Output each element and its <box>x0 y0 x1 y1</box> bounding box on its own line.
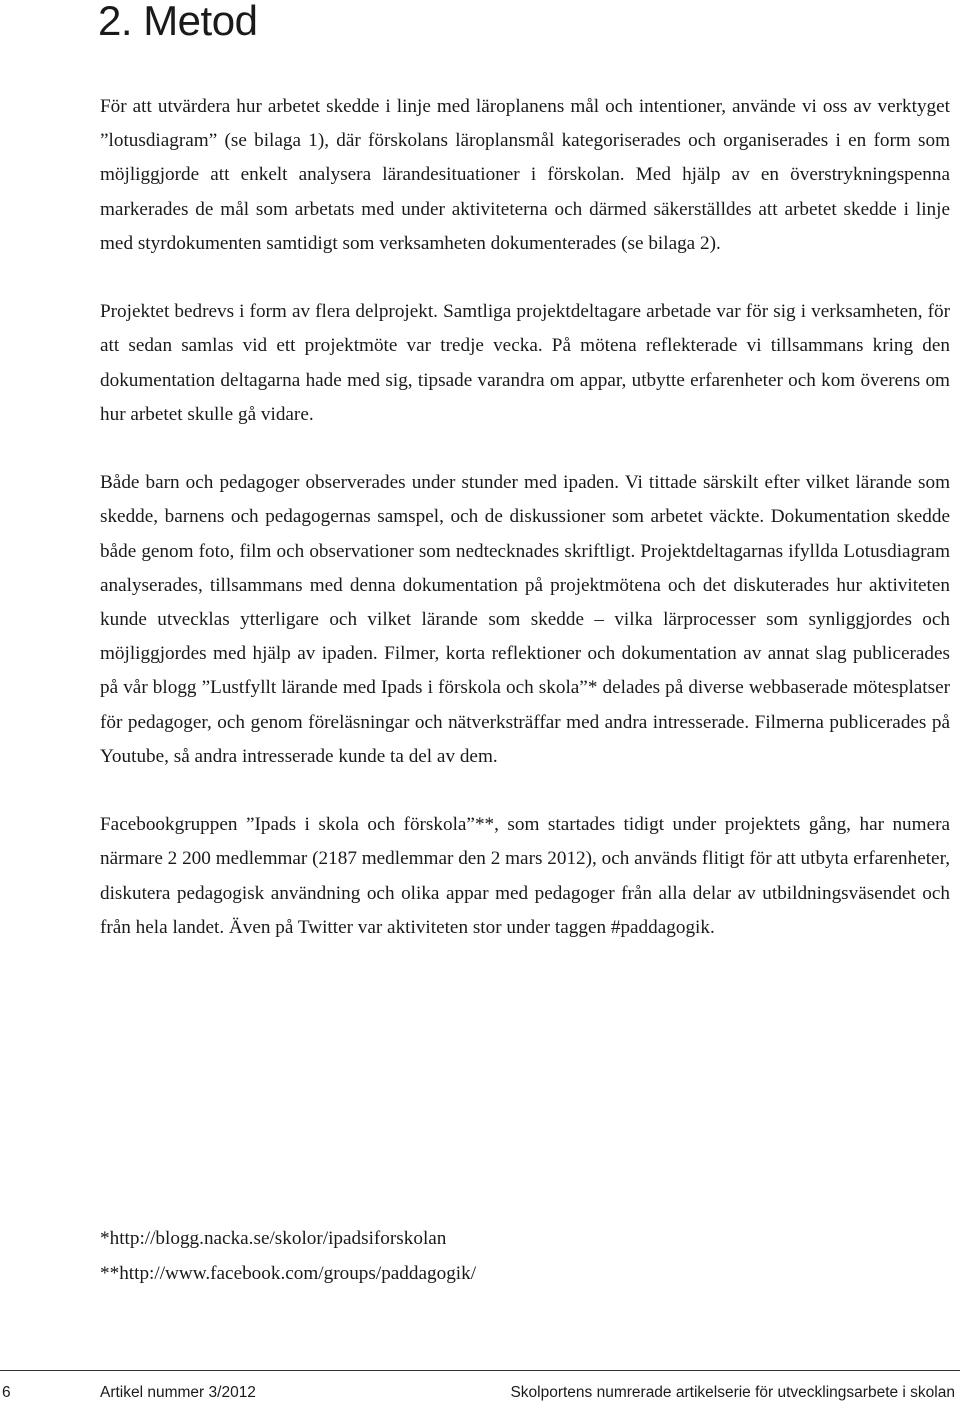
footer-divider <box>0 1370 960 1371</box>
paragraph-observation: Både barn och pedagoger observerades under stunder med ipaden. Vi tittade särskilt efter vilket lärande som skedde, barnens och pedagogernas samspel, och de diskussioner som arbetet väckte. Dokumentation skedde både genom foto, film och observationer som nedtecknades skriftligt. Projektdeltagarnas ifyllda Lotusdiagram analyserades, tillsammans med denna dokumentation på projektmötena och det diskuterades hur aktiviteten kunde utvecklas ytterligare och vilket lärande som skedde – vilka lärprocesser som synliggjordes och möjliggjordes med hjälp av ipaden. Filmer, korta reflektioner och dokumentation av annat slag publicerades på vår blogg ”Lustfyllt lärande med Ipads i förskola och skola”* delades på diverse webbaserade mötesplatser för pedagoger, och genom föreläsningar och nätverksträffar med andra intresserade. Filmerna publicerades på Youtube, så andra intresserade kunde ta del av dem. <box>100 472 950 767</box>
footnote-facebook-link[interactable]: **http://www.facebook.com/groups/paddagogik/ <box>100 1262 477 1284</box>
footer-issue-number: Artikel nummer 3/2012 <box>100 1384 256 1401</box>
paragraph-method-intro: För att utvärdera hur arbetet skedde i linje med läroplanens mål och intentioner, använde vi oss av verktyget ”lotusdiagram” (se bilaga 1), där förskolans läroplansmål kategoriserades och organiserades i en form som möjliggjorde att enkelt analysera lärandesituationer i förskolan. Med hjälp av en överstrykningspenna markerades de mål som arbetats med under aktiviteterna och därmed säkerställdes att arbetet skedde i linje med styrdokumenten samtidigt som verksamheten dokumenterades (se bilaga 2). <box>100 96 950 254</box>
paragraph-subprojects: Projektet bedrevs i form av flera delprojekt. Samtliga projektdeltagare arbetade var för sig i verksamheten, för att sedan samlas vid ett projektmöte var tredje vecka. På mötena reflekterade vi tillsammans kring den dokumentation deltagarna hade med sig, tipsade varandra om appar, utbytte erfarenheter och kom överens om hur arbetet skulle gå vidare. <box>100 301 950 425</box>
page-number: 6 <box>2 1384 11 1401</box>
paragraph-facebook-group: Facebookgruppen ”Ipads i skola och förskola”**, som startades tidigt under projektets gång, har numera närmare 2 200 medlemmar (2187 medlemmar den 2 mars 2012), och används flitigt för att utbyta erfarenheter, diskutera pedagogisk användning och olika appar med pedagoger från alla delar av utbildningsväsendet och från hela landet. Även på Twitter var aktiviteten stor under taggen #paddagogik. <box>100 814 950 938</box>
footnote-blog-link[interactable]: *http://blogg.nacka.se/skolor/ipadsiforskolan <box>100 1228 447 1249</box>
footer-series-title: Skolportens numrerade artikelserie för utvecklingsarbete i skolan <box>510 1384 955 1401</box>
footnotes <box>100 1222 476 1291</box>
page-title: 2. Metod <box>98 0 258 44</box>
article-body <box>100 90 950 979</box>
